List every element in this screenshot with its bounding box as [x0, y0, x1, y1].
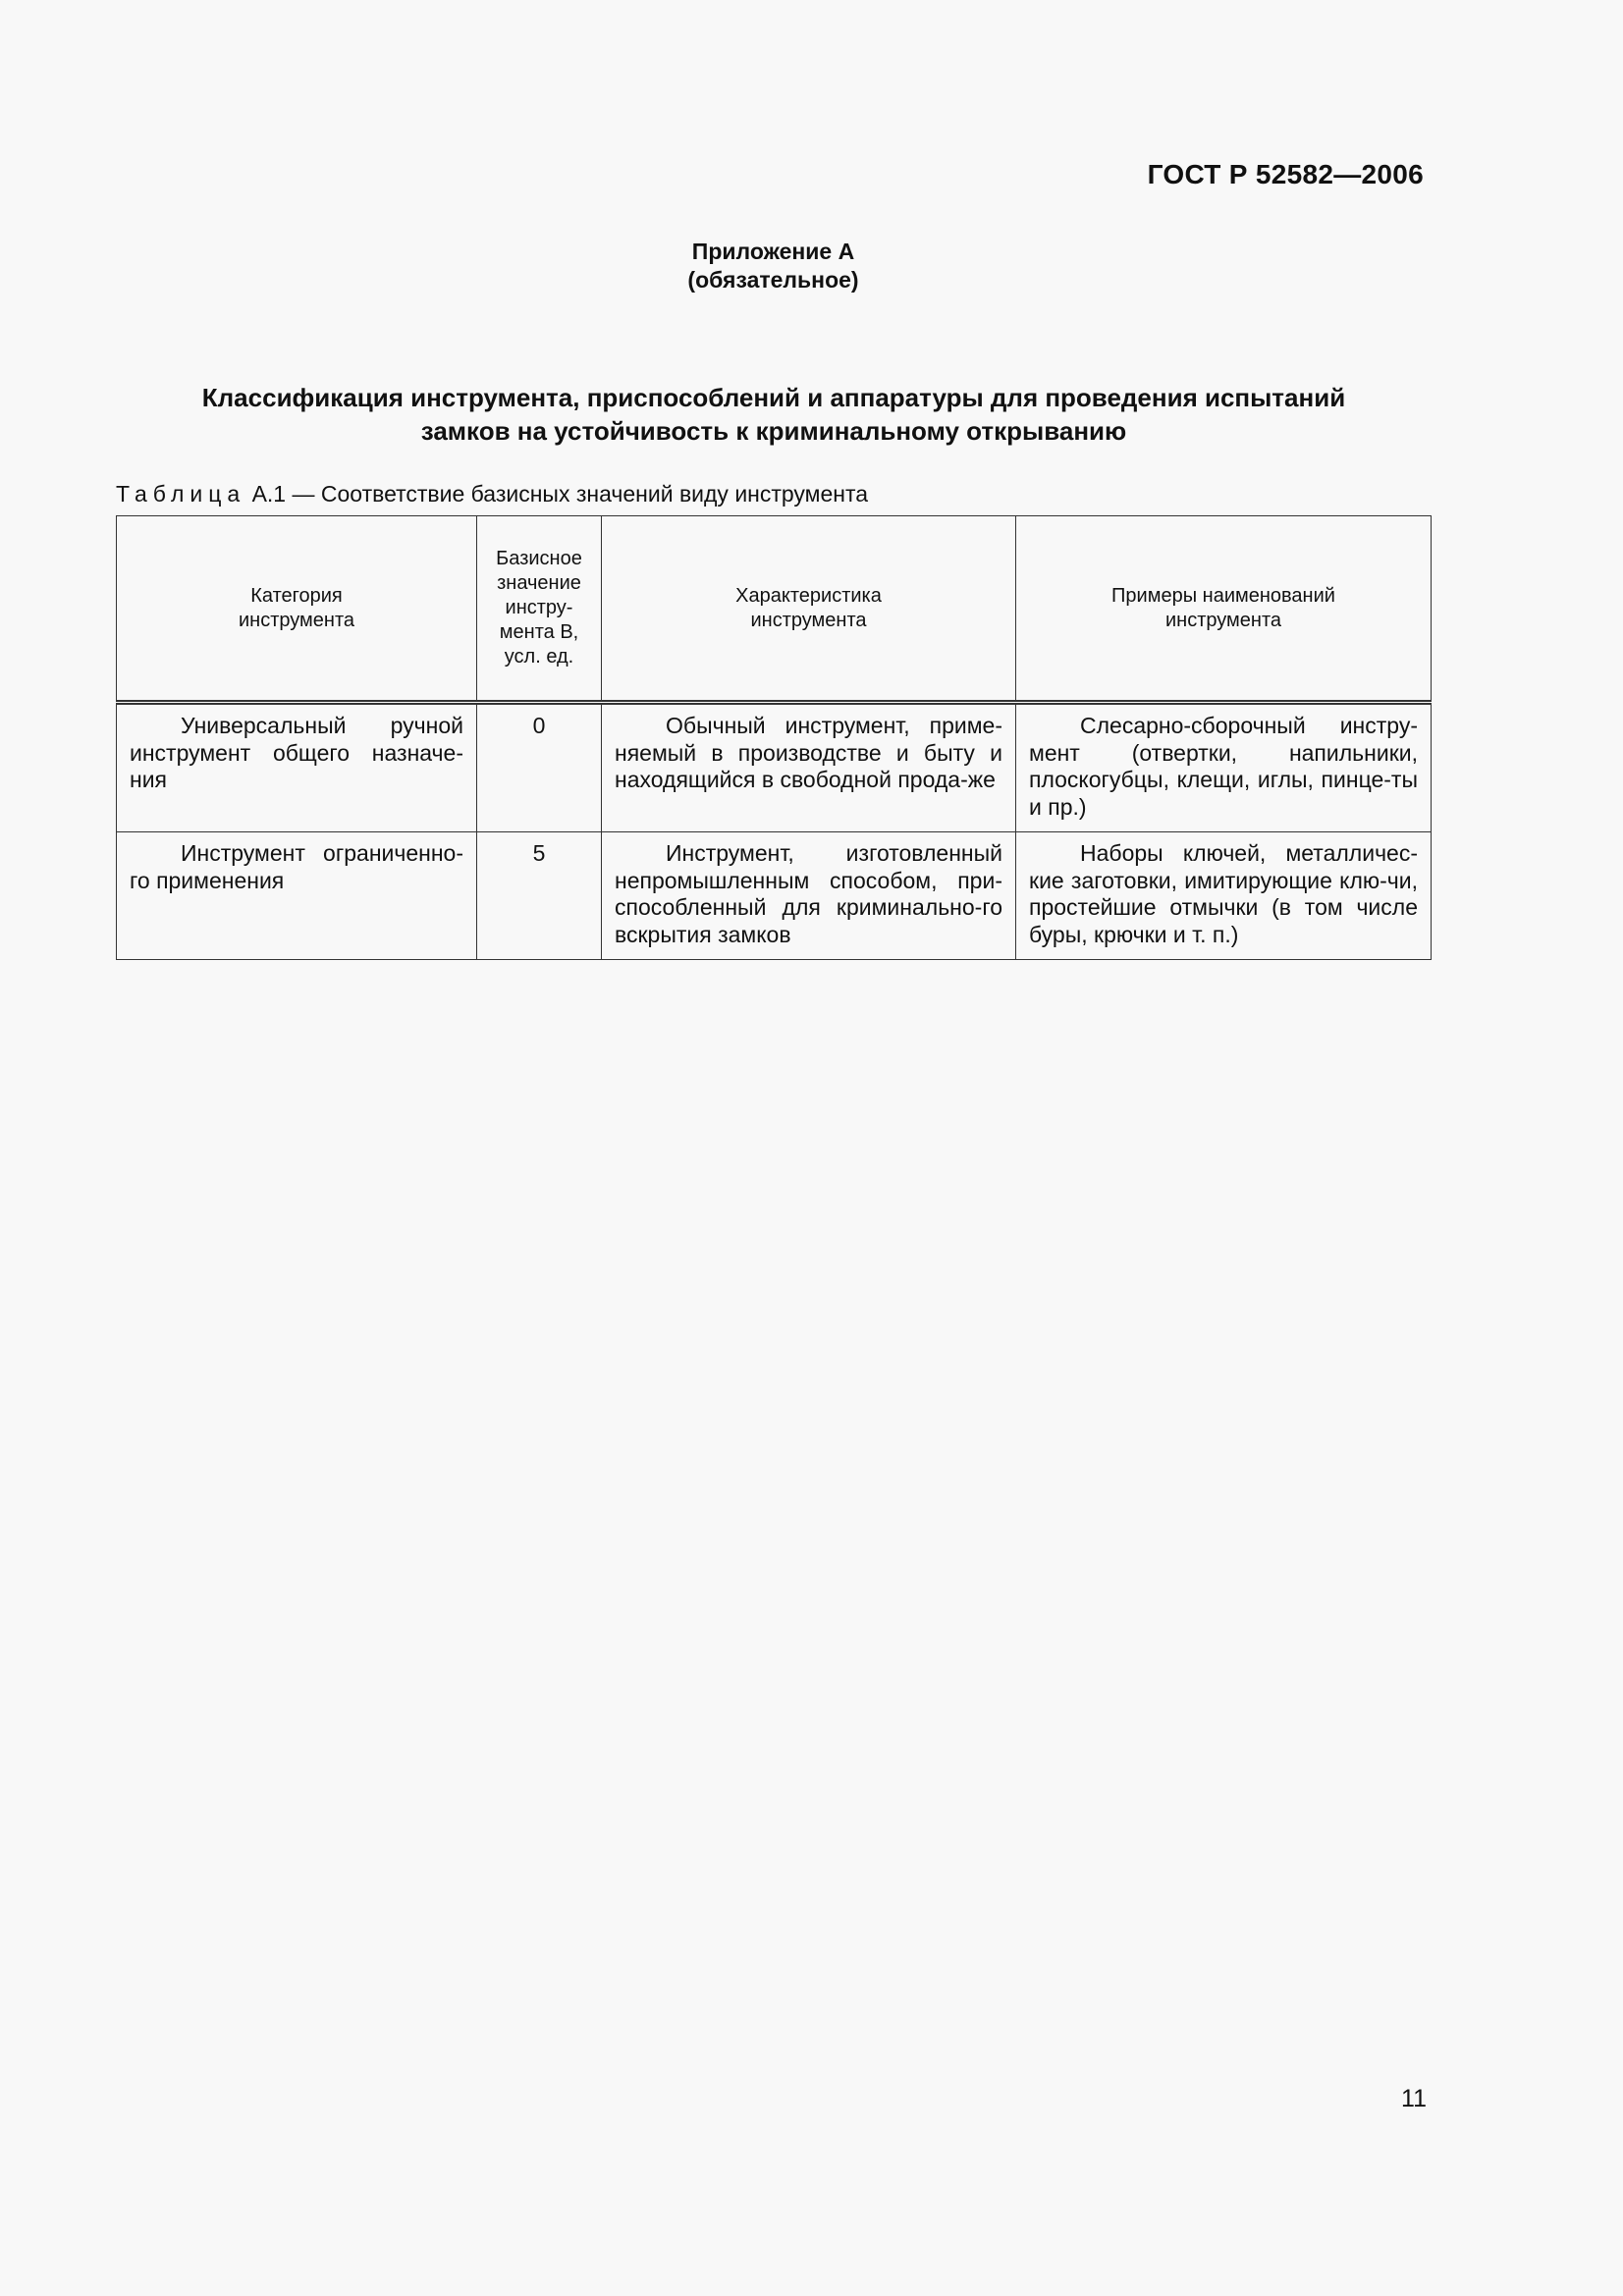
table-caption-label: Таблица: [116, 481, 246, 507]
heading-line-2: замков на устойчивость к криминальному открыванию: [420, 416, 1127, 446]
table-caption: [116, 479, 868, 508]
heading-line-1: Классификация инструмента, приспособлений и аппаратуры для проведения испытаний: [201, 383, 1346, 412]
cell-base-value: 0: [477, 703, 602, 832]
table-header-row: [117, 516, 1432, 703]
standard-number: ГОСТ Р 52582—2006: [1147, 159, 1424, 189]
annex-status: (обязательное): [687, 267, 859, 293]
cell-examples: Наборы ключей, металличес-кие заготовки, имитирующие клю-чи, простейшие отмычки (в том числе буры, крючки и т. п.): [1016, 832, 1432, 960]
document-heading: [116, 381, 1432, 448]
table-caption-text: А.1 — Соответствие базисных значений виду инструмента: [251, 481, 869, 507]
cell-characteristic: Инструмент, изготовленный непромышленным способом, при-способленный для криминально-го вскрытия замков: [602, 832, 1016, 960]
annex-heading: [0, 238, 1546, 294]
page-number: 11: [1401, 2085, 1427, 2112]
cell-base-value: 5: [477, 832, 602, 960]
cell-category: Универсальный ручной инструмент общего назначе-ния: [117, 703, 477, 832]
table-row: [117, 703, 1432, 832]
cell-category: Инструмент ограниченно-го применения: [117, 832, 477, 960]
header-base-value: Базисное значение инстру- мента В, усл. ед.: [477, 516, 602, 703]
header-characteristic: Характеристика инструмента: [602, 516, 1016, 703]
cell-examples: Слесарно-сборочный инстру-мент (отвертки, напильники, плоскогубцы, клещи, иглы, пинце-ты и пр.): [1016, 703, 1432, 832]
header-examples: Примеры наименований инструмента: [1016, 516, 1432, 703]
cell-characteristic: Обычный инструмент, приме-няемый в производстве и быту и находящийся в свободной прода-же: [602, 703, 1016, 832]
tool-classification-table: [116, 515, 1432, 960]
annex-title: Приложение А: [691, 239, 855, 264]
header-category: Категория инструмента: [117, 516, 477, 703]
table-row: [117, 832, 1432, 960]
